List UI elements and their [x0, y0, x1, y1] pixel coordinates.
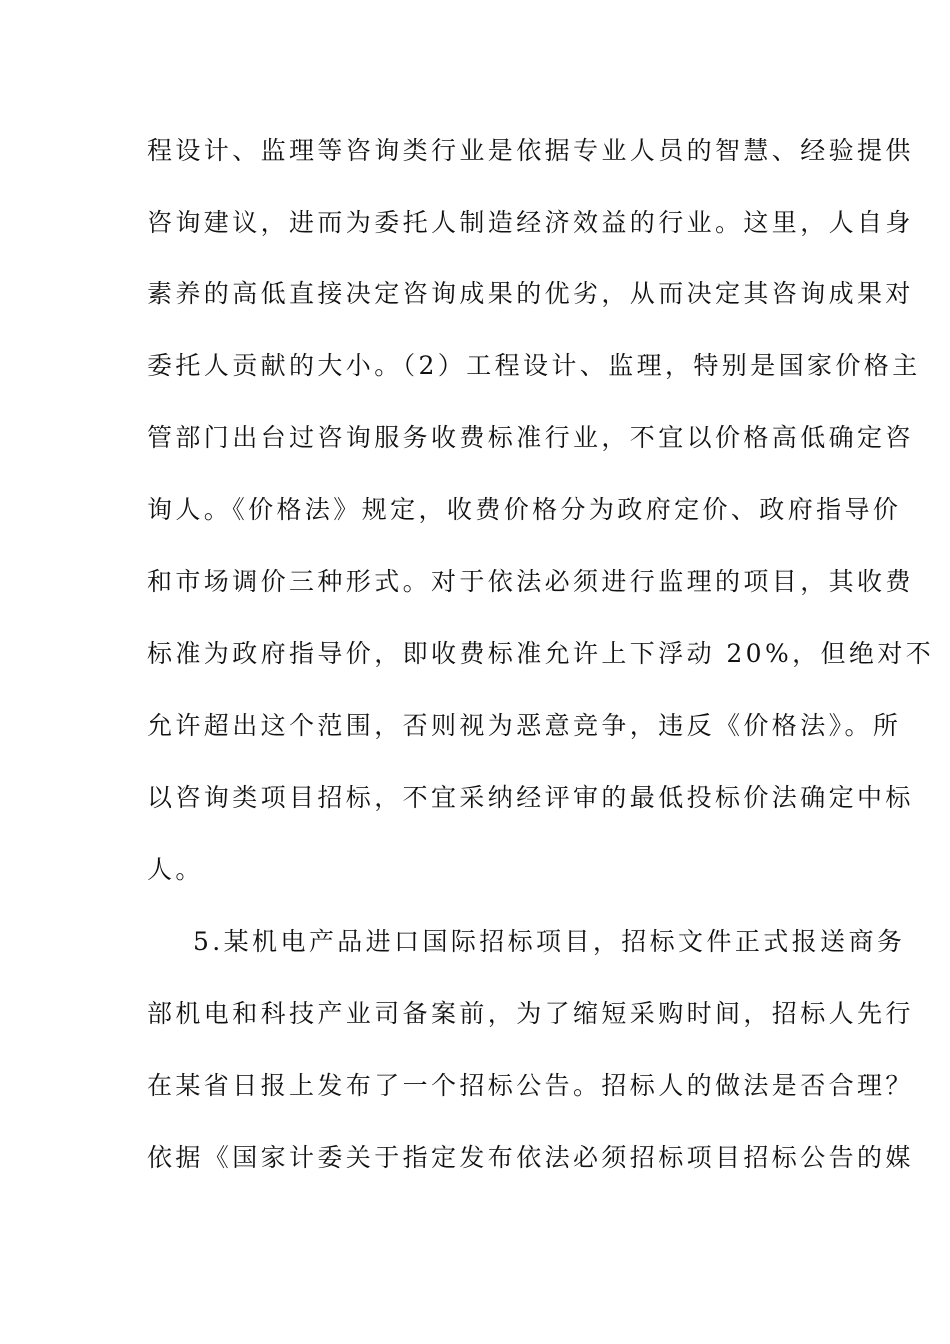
text-line: 允许超出这个范围，否则视为恶意竞争，违反《价格法》。所 — [147, 711, 902, 740]
question-line: 5.某机电产品进口国际招标项目，招标文件正式报送商务 — [193, 927, 906, 956]
text-line: 素养的高低直接决定咨询成果的优劣，从而决定其咨询成果对 — [147, 279, 914, 308]
text-line: 委托人贡献的大小。（2）工程设计、监理，特别是国家价格主 — [147, 351, 921, 380]
text-line: 在某省日报上发布了一个招标公告。招标人的做法是否合理？ — [147, 1071, 914, 1100]
text-line: 程设计、监理等咨询类行业是依据专业人员的智慧、经验提供 — [147, 136, 914, 165]
text-line: 依据《国家计委关于指定发布依法必须招标项目招标公告的媒 — [147, 1143, 914, 1172]
text-line: 和市场调价三种形式。对于依法必须进行监理的项目，其收费 — [147, 567, 914, 596]
text-line: 部机电和科技产业司备案前，为了缩短采购时间，招标人先行 — [147, 999, 914, 1028]
text-line: 咨询建议，进而为委托人制造经济效益的行业。这里，人自身 — [147, 208, 914, 237]
text-line: 人。 — [147, 855, 204, 884]
text-line: 询人。《价格法》规定，收费价格分为政府定价、政府指导价 — [147, 495, 902, 524]
text-line: 管部门出台过咨询服务收费标准行业，不宜以价格高低确定咨 — [147, 423, 914, 452]
text-line: 标准为政府指导价，即收费标准允许上下浮动 20%，但绝对不 — [147, 639, 935, 668]
text-line: 以咨询类项目招标，不宜采纳经评审的最低投标价法确定中标 — [147, 783, 914, 812]
